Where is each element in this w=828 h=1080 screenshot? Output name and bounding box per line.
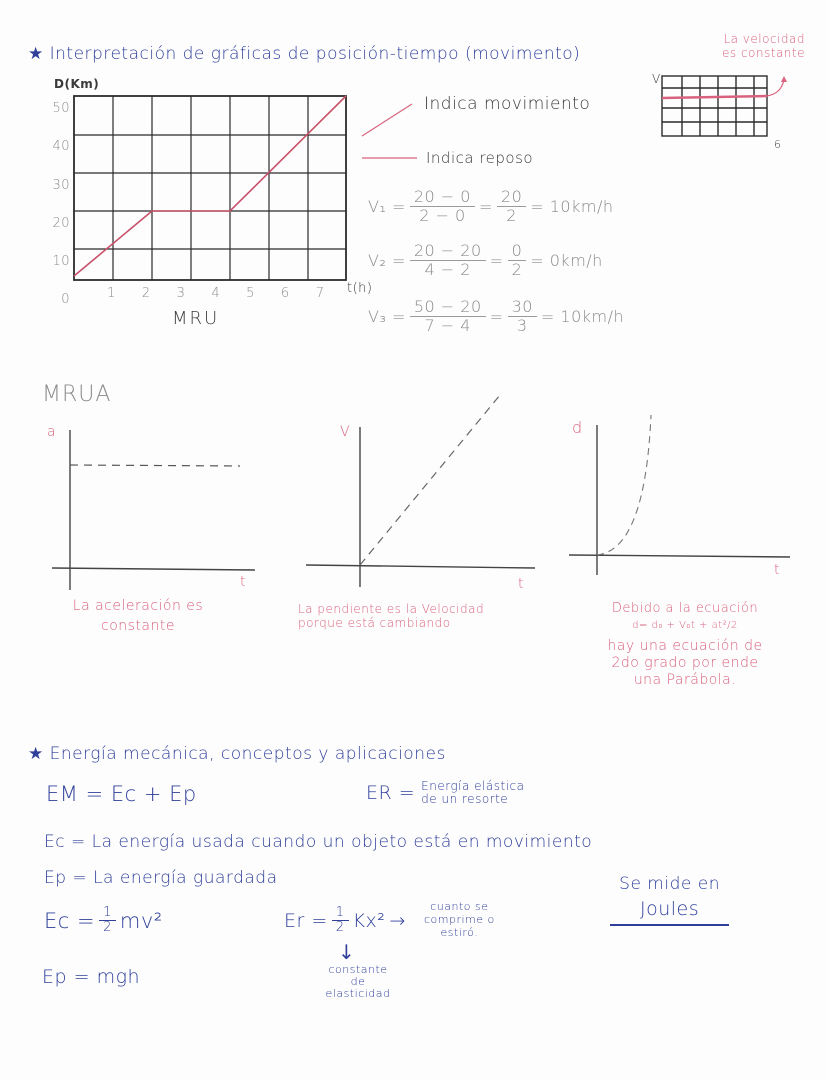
arrow-down-icon: ↓	[338, 940, 355, 964]
graph-v-x-label: t	[518, 576, 524, 592]
v3-result: = 10km/h	[540, 306, 625, 326]
k-constant-note: constante de elasticidad	[325, 963, 391, 1000]
v2-result: = 0km/h	[530, 250, 603, 270]
unit-note	[610, 874, 729, 926]
legend-rest-label: Indica reposo	[426, 149, 534, 167]
er-definition-line2: de un resorte	[421, 792, 509, 806]
velocity-mini-v-label: V	[652, 72, 661, 86]
graph-v-caption	[298, 602, 484, 630]
graph-a-caption	[38, 596, 238, 636]
graph-d-x-label: t	[774, 562, 780, 578]
er-compression-note: cuanto se comprime o estiró.	[424, 900, 495, 939]
graph-d-y-label: d	[572, 418, 583, 437]
y-tick-40: 40	[52, 139, 70, 155]
mru-caption: MRU	[172, 308, 220, 329]
er-definition-lhs: ER =	[366, 782, 416, 804]
v1-frac2: $\frac{20}{2}$	[497, 188, 526, 224]
velocity-note-line2: es constante	[722, 46, 805, 60]
y-tick-20: 20	[52, 215, 70, 231]
v1-result: = 10km/h	[530, 196, 614, 216]
velocity-equations	[368, 180, 624, 344]
graph-velocity-time	[300, 415, 560, 590]
graph-d-caption-line1: Debido a la ecuación	[611, 601, 759, 616]
section-title-graphs: ★ Interpretación de gráficas de posición-tiempo (movimento)	[28, 44, 581, 64]
velocity-mini-chart	[650, 70, 780, 150]
mru-y-ticks	[46, 90, 70, 320]
graph-d-caption-line4: 2do grado por ende	[611, 655, 759, 671]
ec-formula: Ec = $\frac{1}{2}$ mv²	[44, 905, 163, 936]
er-formula-rest: Kx²	[352, 909, 386, 932]
y-tick-30: 30	[52, 177, 70, 193]
unit-note-line2: Joules	[610, 898, 729, 926]
y-tick-0: 0	[61, 292, 70, 308]
x-tick-1: 1	[107, 286, 116, 301]
x-tick-3: 3	[176, 286, 186, 301]
v3-frac1: $\frac{50 - 20}{7 - 4}$	[410, 298, 486, 334]
velocity-note-line1: La velocidad	[723, 32, 805, 46]
graph-v-caption-line2: porque está cambiando	[298, 616, 451, 630]
y-tick-50: 50	[52, 101, 70, 116]
graph-a-caption-line2: constante	[101, 618, 175, 634]
arrow-right-icon: →	[389, 909, 406, 932]
graph-a-y-label: a	[47, 424, 57, 440]
velocity-note	[722, 32, 805, 60]
mru-y-axis-label: D(Km)	[54, 77, 100, 91]
equation-v1: V₁ = $\frac{20 - 0}{2 - 0}$ = $\frac{20}{2}$ = 10km/h	[368, 186, 614, 225]
ec-definition: Ec = La energía usada cuando un objeto está en movimiento	[44, 832, 593, 852]
v1-frac1: $\frac{20 - 0}{2 - 0}$	[410, 188, 475, 224]
legend-movement-label: Indica movimiento	[424, 94, 591, 114]
section-title-mrua: MRUA	[42, 382, 112, 407]
v3-lhs: V₃ =	[368, 306, 406, 326]
legend-rest-line	[362, 155, 422, 161]
graph-d-caption-line5: una Parábola.	[633, 672, 737, 688]
graph-acceleration-time	[40, 420, 270, 590]
v2-lhs: V₂ =	[368, 250, 406, 270]
v3-frac2: $\frac{30}{3}$	[508, 298, 537, 334]
equation-v2: V₂ = $\frac{20 - 20}{4 - 2}$ = $\frac{0}{2}$ = 0km/h	[368, 240, 603, 279]
ep-definition: Ep = La energía guardada	[44, 868, 278, 888]
graph-d-caption	[585, 600, 785, 689]
velocity-mini-t-label: 6	[774, 138, 782, 151]
legend-movement-line	[360, 100, 420, 140]
v2-frac2: $\frac{0}{2}$	[508, 242, 527, 278]
graph-a-caption-line1: La aceleración es	[72, 598, 204, 614]
x-tick-2: 2	[141, 286, 151, 301]
graph-v-caption-line1: La pendiente es la Velocidad	[298, 602, 485, 616]
x-tick-4: 4	[211, 286, 221, 301]
graph-v-y-label: V	[340, 424, 351, 440]
ep-formula: Ep = mgh	[42, 966, 141, 988]
section-title-energy: ★ Energía mecánica, conceptos y aplicaciones	[28, 744, 446, 764]
er-formula-lhs: Er =	[284, 909, 328, 932]
mru-x-axis-label: t(h)	[347, 281, 373, 296]
graph-d-caption-formula: d= d₀ + V₀t + at²/2	[632, 620, 738, 631]
mru-x-ticks	[107, 286, 324, 301]
mru-chart	[74, 96, 354, 286]
graph-distance-time	[565, 415, 805, 575]
y-tick-10: 10	[52, 254, 70, 270]
ec-formula-lhs: Ec =	[44, 908, 96, 933]
em-formula: EM = Ec + Ep	[46, 782, 197, 806]
x-tick-7: 7	[315, 286, 325, 301]
er-formula: Er = $\frac{1}{2}$ Kx² →	[284, 905, 406, 936]
x-tick-5: 5	[246, 286, 255, 301]
equation-v3: V₃ = $\frac{50 - 20}{7 - 4}$ = $\frac{30}{3}$ = 10km/h	[368, 296, 625, 335]
v2-frac1: $\frac{20 - 20}{4 - 2}$	[410, 242, 486, 278]
unit-note-line1: Se mide en	[619, 874, 720, 894]
graph-d-caption-line3: hay una ecuación de	[607, 638, 763, 654]
x-tick-6: 6	[280, 286, 290, 301]
ec-formula-rest: mv²	[119, 908, 163, 933]
v1-lhs: V₁ =	[368, 196, 406, 216]
er-definition	[366, 780, 524, 806]
er-definition-line1: Energía elástica	[421, 779, 525, 793]
graph-a-x-label: t	[240, 574, 246, 590]
